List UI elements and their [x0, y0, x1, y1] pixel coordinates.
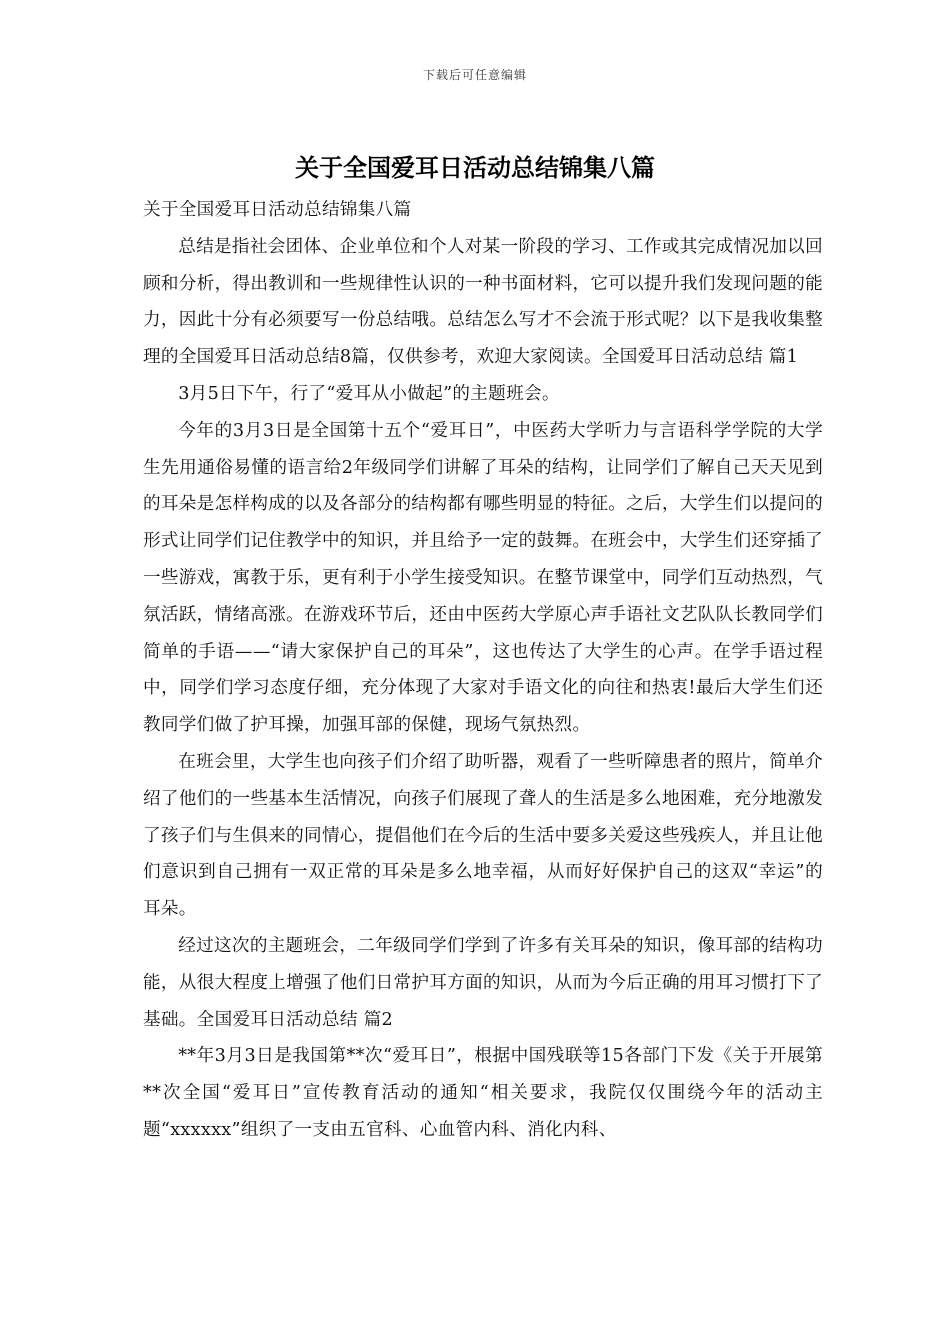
paragraph: 今年的3月3日是全国第十五个“爱耳日”，中医药大学听力与言语科学学院的大学生先用通俗易懂的语言给2年级同学们讲解了耳朵的结构，让同学们了解自己天天见到的耳朵是怎样构成的以及各部分的结构都有哪些明显的特征。之后，大学生们以提问的形式让同学们记住教学中的知识，并且给予一定的鼓舞。在班会中，大学生们还穿插了一些游戏，寓教于乐，更有利于小学生接受知识。在整节课堂中，同学们互动热烈，气氛活跃，情绪高涨。在游戏环节后，还由中医药大学原心声手语社文艺队队长教同学们简单的手语——“请大家保护自己的耳朵”，这也传达了大学生的心声。在学手语过程中，同学们学习态度仔细，充分体现了大家对手语文化的向往和热衷!最后大学生们还教同学们做了护耳操，加强耳部的保健，现场气氛热烈。 — [143, 420, 823, 736]
paragraph: **年3月3日是我国第**次“爱耳日”，根据中国残联等15各部门下发《关于开展第**次全国“爱耳日”宣传教育活动的通知“相关要求，我院仅仅围绕今年的活动主题“xxxxxx”组织了一支由五官科、心血管内科、消化内科、 — [143, 1046, 823, 1140]
document-title: 关于全国爱耳日活动总结锦集八篇 — [295, 153, 655, 182]
subtitle-line: 关于全国爱耳日活动总结锦集八篇 — [143, 200, 412, 220]
paragraph: 总结是指社会团体、企业单位和个人对某一阶段的学习、工作或其完成情况加以回顾和分析，得出教训和一些规律性认识的一种书面材料，它可以提升我们发现问题的能力，因此十分有必须要写一份总结哦。总结怎么写才不会流于形式呢？以下是我收集整理的全国爱耳日活动总结8篇，仅供参考，欢迎大家阅读。全国爱耳日活动总结 篇1 — [143, 236, 823, 368]
document-body — [143, 192, 823, 1149]
paragraph: 3月5日下午，行了“爱耳从小做起”的主题班会。 — [178, 383, 560, 404]
paragraph: 经过这次的主题班会，二年级同学们学到了许多有关耳朵的知识，像耳部的结构功能，从很大程度上增强了他们日常护耳方面的知识，从而为今后正确的用耳习惯打下了基础。全国爱耳日活动总结 篇2 — [143, 935, 823, 1030]
paragraph: 在班会里，大学生也向孩子们介绍了助听器，观看了一些听障患者的照片，简单介绍了他们的一些基本生活情况，向孩子们展现了聋人的生活是多么地困难，充分地激发了孩子们与生俱来的同情心，提倡他们在今后的生活中要多关爱这些残疾人，并且让他们意识到自己拥有一双正常的耳朵是多么地幸福，从而好好保护自己的这双“幸运”的耳朵。 — [143, 751, 823, 920]
header-note: 下载后可任意编辑 — [422, 68, 527, 82]
